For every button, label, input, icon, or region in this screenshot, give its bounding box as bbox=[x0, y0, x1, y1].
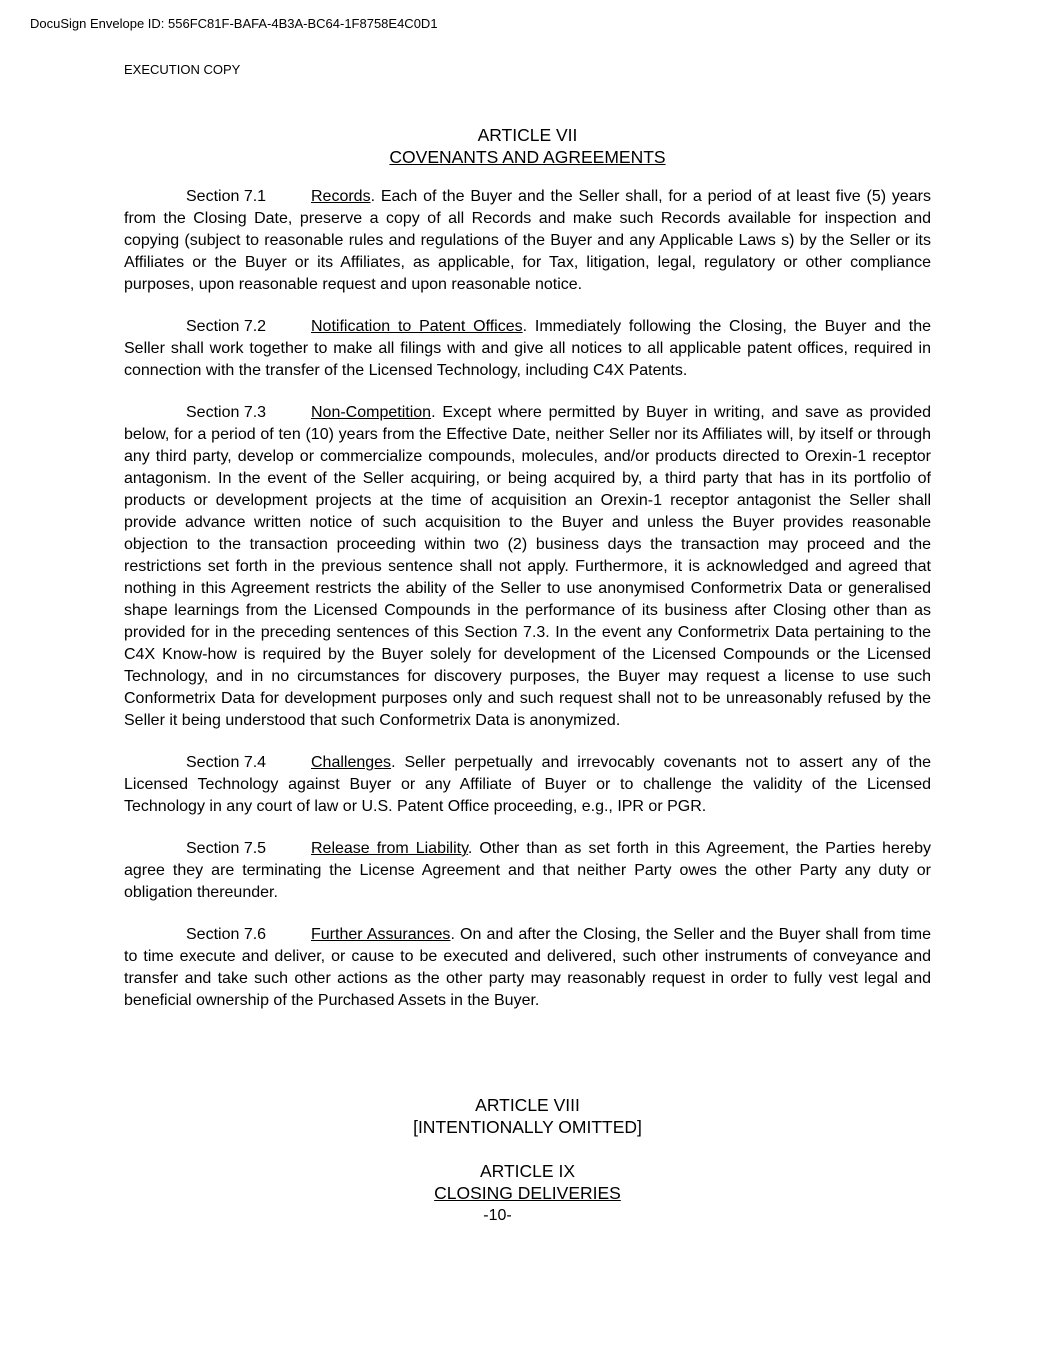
section-number: Section 7.5 bbox=[186, 840, 267, 857]
article-9-header bbox=[124, 1160, 931, 1204]
section-7-1 bbox=[124, 186, 931, 296]
article-heading: ARTICLE IX bbox=[480, 1161, 575, 1181]
article-8-header bbox=[124, 1094, 931, 1138]
section-text: . Other than as set forth in this Agreement, the Parties hereby agree they are terminating the License Agreement and that neither Party owes the other Party any duty or obligation thereunder. bbox=[124, 840, 932, 901]
section-text: . Seller perpetually and irrevocably covenants not to assert any of the Licensed Technology against Buyer or any Affiliate of Buyer or to challenge the validity of the Licensed Technology in any court of law or U.S. Patent Office proceeding, e.g., IPR or PGR. bbox=[124, 754, 931, 815]
article-title: [INTENTIONALLY OMITTED] bbox=[413, 1117, 642, 1137]
section-7-2 bbox=[124, 316, 931, 382]
section-title: Release from Liability bbox=[311, 840, 468, 857]
article-title: COVENANTS AND AGREEMENTS bbox=[389, 147, 666, 167]
envelope-id: DocuSign Envelope ID: 556FC81F-BAFA-4B3A-BC64-1F8758E4C0D1 bbox=[30, 16, 438, 31]
section-title: Further Assurances bbox=[311, 926, 451, 943]
section-title: Records bbox=[311, 188, 371, 205]
section-text: . Except where permitted by Buyer in writing, and save as provided below, for a period of ten (10) years from the Effective Date, neither Seller nor its Affiliates will, by itself or through any third party, develop or commercialize compounds, molecules, and/or products directed to Orexin-1 receptor antagonism. In the event of the Seller acquiring, or being acquired by, a third party that has in its portfolio of products or development projects at the time of acquisition an Orexin-1 receptor antagonist the Seller shall provide advance written notice of such acquisition to the Buyer and unless the Buyer provides reasonable objection to the transaction proceeding within two (2) business days the transaction may proceed and the restrictions set forth in the previous sentence shall not apply. Furthermore, it is acknowledged and agreed that nothing in this Agreement restricts the ability of the Seller to use anonymised Conformetrix Data or generalised shape learnings from the Licensed Compounds in the performance of its business after Closing other than as provided for in the preceding sentences of this Section 7.3. In the event any Conformetrix Data pertaining to the C4X Know-how is required by the Buyer solely for development of the Licensed Compounds or the Licensed Technology, and in no circumstances for discovery purposes, the Buyer may request a license to use such Conformetrix Data for development purposes only and such request shall not to be unreasonably refused by the Seller it being understood that such Conformetrix Data is anonymized. bbox=[124, 404, 931, 729]
section-number: Section 7.1 bbox=[186, 188, 267, 205]
article-7-header bbox=[124, 124, 931, 168]
section-text: . On and after the Closing, the Seller and the Buyer shall from time to time execute and deliver, or cause to be executed and delivered, such other instruments of conveyance and transfer and take such other actions as the other party may reasonably request in order to fully vest legal and beneficial ownership of the Purchased Assets in the Buyer. bbox=[124, 926, 931, 1009]
section-7-3 bbox=[124, 402, 931, 732]
section-7-6 bbox=[124, 924, 931, 1012]
article-heading: ARTICLE VII bbox=[477, 125, 578, 145]
article-title: CLOSING DELIVERIES bbox=[434, 1183, 621, 1203]
section-title: Challenges bbox=[311, 754, 392, 771]
section-7-4 bbox=[124, 752, 931, 818]
document-body bbox=[124, 124, 931, 1204]
section-7-5 bbox=[124, 838, 931, 904]
execution-copy-label: EXECUTION COPY bbox=[124, 62, 241, 77]
page-number: -10- bbox=[483, 1207, 512, 1224]
section-text: . Each of the Buyer and the Seller shall, for a period of at least five (5) years from the Closing Date, preserve a copy of all Records and make such Records available for inspection and copying (subject to reasonable rules and regulations of the Buyer and any Applicable Laws s) by the Seller or its Affiliates or the Buyer or its Affiliates, as applicable, for Tax, litigation, legal, regulatory or other compliance purposes, upon reasonable request and upon reasonable notice. bbox=[124, 188, 931, 293]
section-title: Non-Competition bbox=[311, 404, 432, 421]
article-heading: ARTICLE VIII bbox=[475, 1095, 580, 1115]
section-number: Section 7.6 bbox=[186, 926, 267, 943]
section-text: . Immediately following the Closing, the Buyer and the Seller shall work together to make all filings with and give all notices to all applicable patent offices, required in connection with the transfer of the Licensed Technology, including C4X Patents. bbox=[124, 318, 931, 379]
section-number: Section 7.4 bbox=[186, 754, 267, 771]
section-number: Section 7.2 bbox=[186, 318, 267, 335]
section-number: Section 7.3 bbox=[186, 404, 267, 421]
section-title: Notification to Patent Offices bbox=[311, 318, 523, 335]
